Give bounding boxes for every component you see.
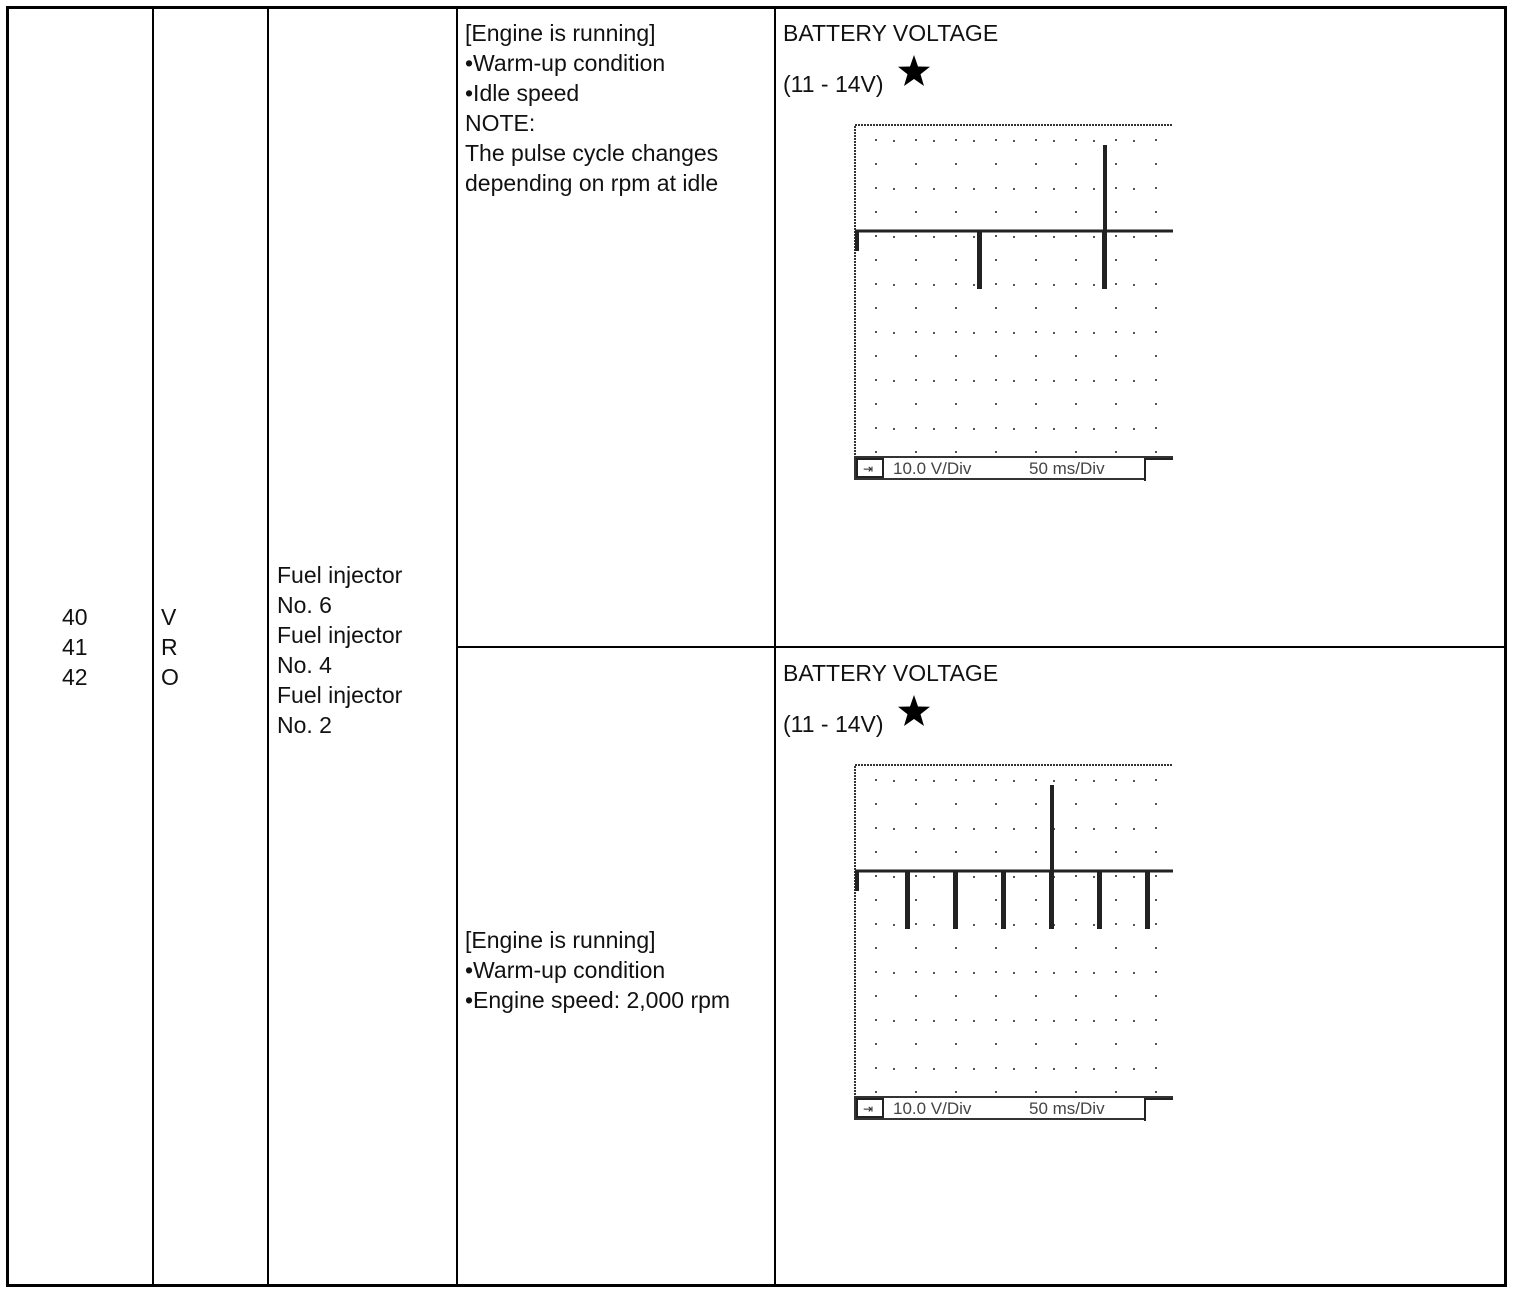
scope-screen <box>855 125 1173 457</box>
wire-color: O <box>161 664 179 690</box>
terminal-numbers <box>62 602 88 692</box>
condition-line: •Warm-up condition <box>465 957 666 983</box>
scope-corner-box <box>1145 459 1173 481</box>
oscilloscope-waveform-2000rpm <box>847 755 1173 1121</box>
terminal-number: 41 <box>62 634 88 660</box>
wire-colors <box>161 602 179 692</box>
scope-injector-pulse <box>905 871 910 929</box>
wire-color: R <box>161 634 178 660</box>
trigger-arrow-glyph: ⇥ <box>863 1102 874 1116</box>
column-divider <box>152 9 154 1284</box>
condition-line: [Engine is running] <box>465 20 656 46</box>
row-divider <box>456 646 1504 648</box>
scope-screen <box>855 765 1173 1097</box>
scope-time-per-div: 50 ms/Div <box>1029 459 1105 478</box>
condition-line: NOTE: <box>465 110 536 136</box>
terminal-data-table <box>6 6 1507 1287</box>
star-icon <box>897 54 931 88</box>
scope-corner-box <box>1145 1099 1173 1121</box>
star-icon <box>897 694 931 728</box>
item-line: No. 6 <box>277 592 332 618</box>
condition-line: •Warm-up condition <box>465 50 666 76</box>
data-range: (11 - 14V) <box>783 71 884 97</box>
condition-idle <box>465 18 718 198</box>
oscilloscope-waveform-idle <box>847 115 1173 481</box>
scope-injector-pulse <box>1145 871 1150 929</box>
trigger-arrow-glyph: ⇥ <box>863 462 874 476</box>
data-range: (11 - 14V) <box>783 711 884 737</box>
column-divider <box>267 9 269 1284</box>
condition-line: The pulse cycle changes <box>465 140 719 166</box>
condition-line: •Idle speed <box>465 80 580 106</box>
scope-injector-pulse <box>977 231 982 289</box>
terminal-number: 42 <box>62 664 88 690</box>
scope-voltage-spike <box>1050 785 1054 871</box>
scope-injector-pulse <box>1049 871 1054 929</box>
data-title: BATTERY VOLTAGE <box>783 660 999 686</box>
condition-line: •Engine speed: 2,000 rpm <box>465 987 731 1013</box>
scope-volts-per-div: 10.0 V/Div <box>893 1099 972 1118</box>
scope-injector-pulse <box>953 871 958 929</box>
terminal-number: 40 <box>62 604 88 630</box>
item-names <box>277 560 402 740</box>
item-line: No. 2 <box>277 712 332 738</box>
condition-line: depending on rpm at idle <box>465 170 719 196</box>
condition-2000rpm <box>465 925 730 1015</box>
item-line: Fuel injector <box>277 682 403 708</box>
scope-trace-edge <box>855 871 859 891</box>
item-line: Fuel injector <box>277 562 403 588</box>
item-line: No. 4 <box>277 652 332 678</box>
scope-injector-pulse <box>1001 871 1006 929</box>
item-line: Fuel injector <box>277 622 403 648</box>
scope-time-per-div: 50 ms/Div <box>1029 1099 1105 1118</box>
wire-color: V <box>161 604 177 630</box>
scope-volts-per-div: 10.0 V/Div <box>893 459 972 478</box>
scope-trace-edge <box>855 231 859 251</box>
scope-injector-pulse <box>1102 231 1107 289</box>
scope-voltage-spike <box>1103 145 1107 231</box>
scope-injector-pulse <box>1097 871 1102 929</box>
condition-line: [Engine is running] <box>465 927 656 953</box>
data-title: BATTERY VOLTAGE <box>783 20 999 46</box>
